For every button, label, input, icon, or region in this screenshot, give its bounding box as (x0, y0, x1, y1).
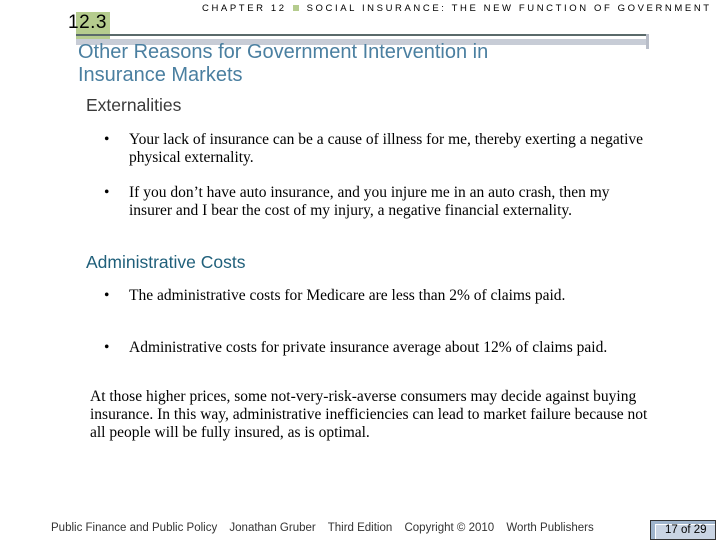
footer-book: Public Finance and Public Policy (51, 522, 218, 534)
header-rule-shadow-edge (646, 34, 649, 49)
list-item-text: Administrative costs for private insurance average about 12% of claims paid. (129, 339, 608, 356)
summary-paragraph: At those higher prices, some not-very-risk-averse consumers may decide against buying insurance. In this way, administrative inefficiencies can lead to market failure because not all people will be fully insured, as is optimal. (90, 388, 648, 441)
section-number: 12.3 (68, 12, 107, 33)
square-bullet-icon (293, 5, 299, 11)
bullet-icon: • (104, 339, 110, 356)
list-item (104, 339, 644, 357)
page-indicator-text: 17 of 29 (665, 524, 707, 536)
footer (51, 522, 603, 534)
footer-edition: Third Edition (327, 522, 393, 534)
list-item (104, 131, 644, 167)
footer-author: Jonathan Gruber (229, 522, 316, 534)
list-item (104, 287, 644, 305)
chapter-title: SOCIAL INSURANCE: THE NEW FUNCTION OF GOVERNMENT (306, 3, 712, 14)
section-heading-externalities: Externalities (86, 95, 182, 115)
section-heading-administrative-costs: Administrative Costs (86, 252, 246, 272)
list-item (104, 184, 644, 220)
footer-copyright: Copyright © 2010 (404, 522, 495, 534)
slide-title-line1: Other Reasons for Government Intervention in (78, 41, 489, 63)
bullet-icon: • (104, 184, 110, 201)
page-indicator (650, 520, 716, 540)
list-item-text: The administrative costs for Medicare are less than 2% of claims paid. (129, 287, 566, 304)
slide-title-line2: Insurance Markets (78, 64, 243, 86)
list-item-text: Your lack of insurance can be a cause of illness for me, thereby exerting a negative physical externality. (129, 131, 644, 166)
bullet-icon: • (104, 287, 110, 304)
chapter-header (202, 3, 712, 14)
slide-title (78, 41, 638, 87)
header-rule (76, 34, 646, 36)
bullet-icon: • (104, 131, 110, 148)
chapter-label: CHAPTER 12 (202, 3, 287, 14)
list-item-text: If you don’t have auto insurance, and you injure me in an auto crash, then my insurer and I bear the cost of my injury, a negative financial externality. (129, 184, 610, 219)
footer-publisher: Worth Publishers (506, 522, 594, 534)
